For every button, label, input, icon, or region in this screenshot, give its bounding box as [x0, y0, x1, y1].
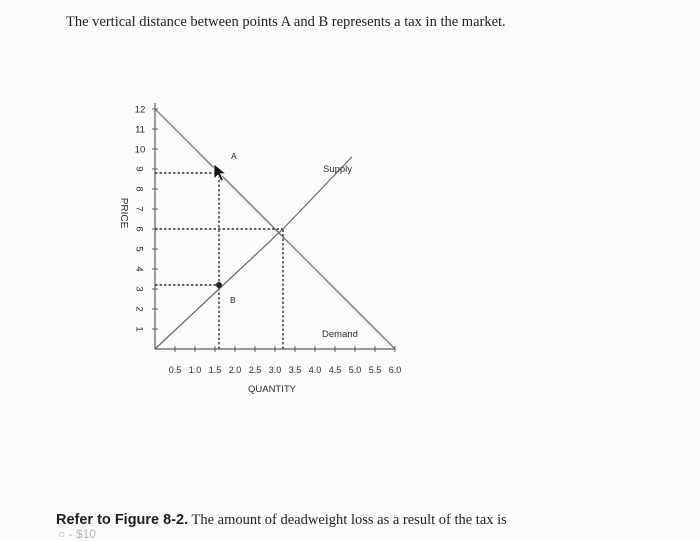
x-axis-title: QUANTITY — [247, 384, 297, 395]
y-tick-label: 11 — [135, 124, 145, 136]
x-tick-label: 3.5 — [288, 365, 302, 375]
y-tick-label: 8 — [133, 186, 145, 192]
question-text: The vertical distance between points A and B represents a tax in the market. — [66, 14, 506, 30]
refer-question — [56, 512, 507, 529]
point-marks — [214, 164, 226, 288]
y-tick-label: 9 — [133, 166, 145, 172]
x-tick-label: 1.0 — [188, 365, 202, 375]
y-tick-label: 2 — [133, 306, 145, 312]
x-tick-label: 5.5 — [368, 365, 382, 375]
x-tick-label: 2.0 — [228, 365, 242, 375]
x-tick-label: 4.5 — [328, 365, 342, 375]
y-tick-label: 12 — [134, 104, 146, 116]
x-tick-label: 0.5 — [168, 365, 182, 375]
y-tick-label: 10 — [134, 144, 146, 156]
x-tick-label: 3.0 — [268, 365, 282, 375]
y-tick-label: 5 — [133, 246, 145, 252]
x-tick-label: 4.0 — [308, 365, 322, 375]
supply-label: Supply — [323, 164, 353, 175]
y-tick-label: 7 — [133, 206, 145, 212]
refer-figure-label: Refer to Figure 8-2. — [56, 512, 189, 528]
y-axis-title: PRICE — [118, 197, 129, 229]
demand-label: Demand — [322, 329, 358, 340]
y-tick-label: 6 — [133, 226, 145, 232]
refer-question-text: The amount of deadweight loss as a result of the tax is — [188, 512, 507, 528]
x-tick-label: 6.0 — [388, 365, 402, 375]
y-tick-label: 1 — [133, 326, 145, 332]
labels — [118, 105, 401, 396]
guide-lines — [155, 173, 283, 349]
x-tick-label: 1.5 — [208, 365, 222, 375]
point-b — [216, 282, 222, 288]
point-label-a: A — [231, 151, 237, 161]
y-tick-label: 3 — [133, 286, 145, 292]
answer-option-cutoff[interactable]: ○ - $10 — [58, 527, 96, 541]
x-tick-label: 2.5 — [248, 365, 262, 375]
y-tick-label: 4 — [133, 266, 145, 272]
supply-curve — [155, 157, 352, 349]
x-tick-label: 5.0 — [348, 365, 362, 375]
point-label-b: B — [230, 295, 236, 305]
